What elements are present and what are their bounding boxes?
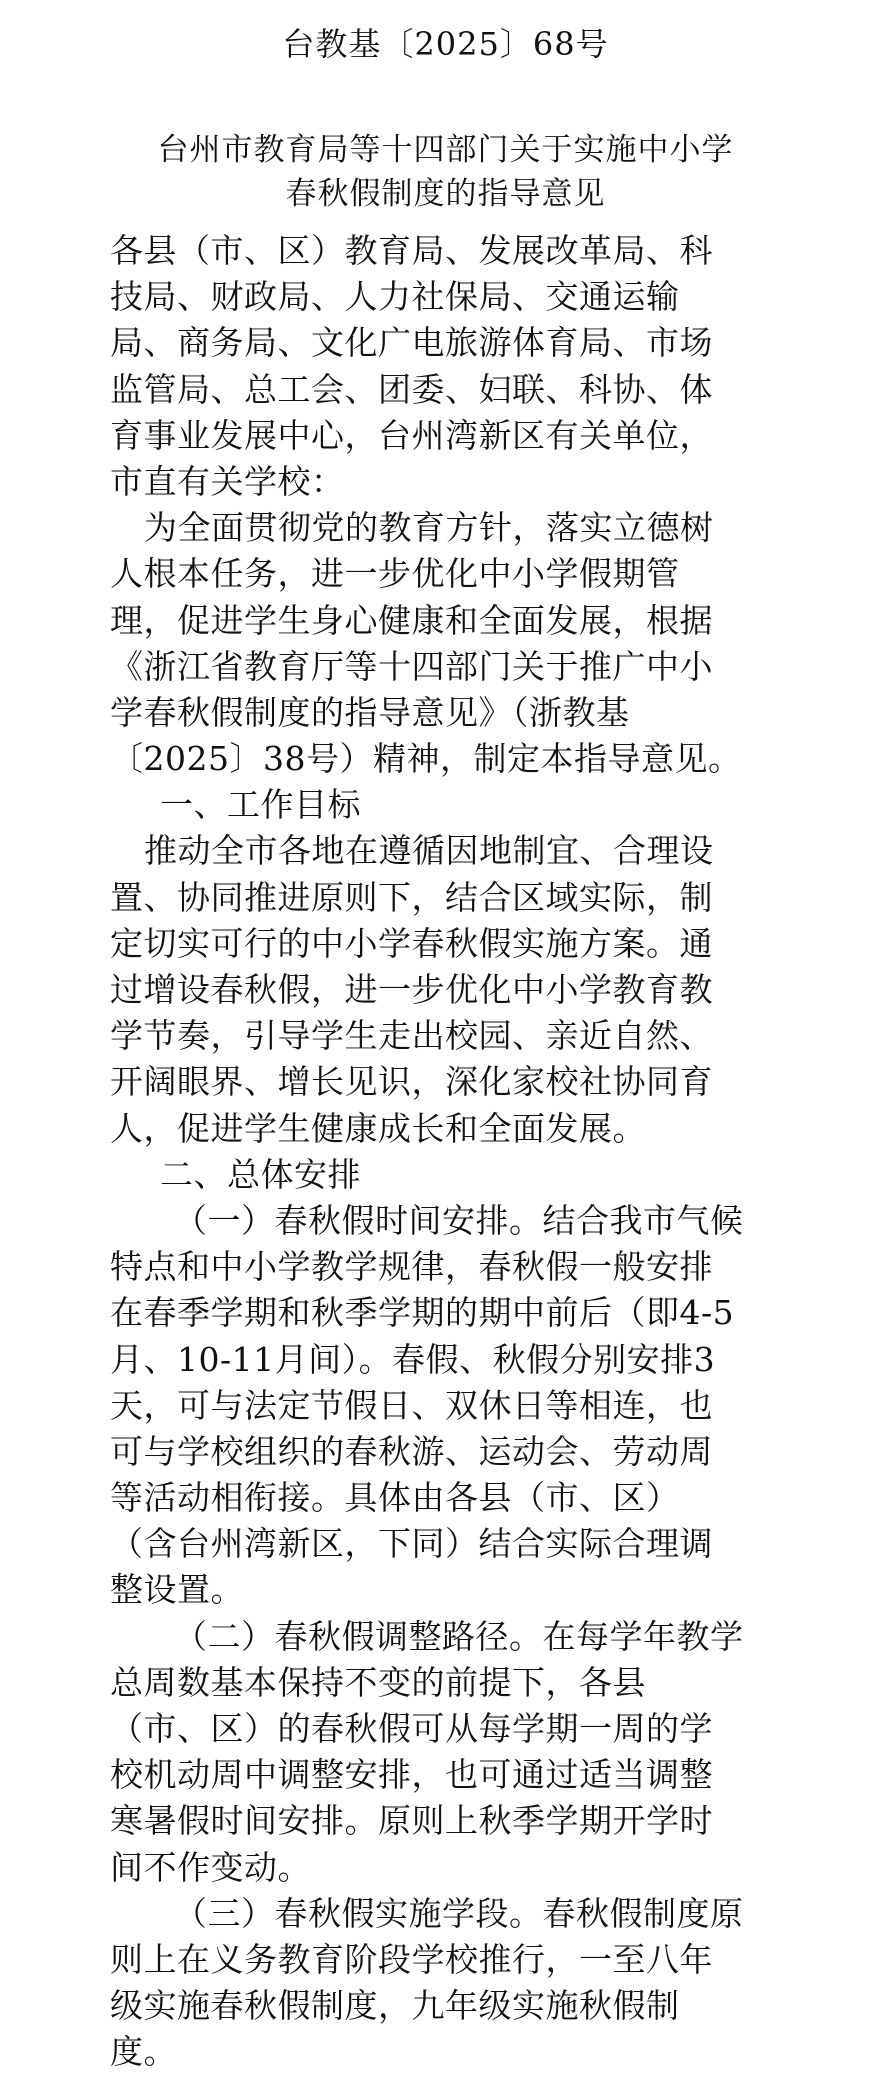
body-line: 总周数基本保持不变的前提下，各县 — [110, 1662, 646, 1702]
body-line: 学节奏，引导学生走出校园、亲近自然、 — [110, 1016, 713, 1056]
body-line: 理，促进学生身心健康和全面发展，根据 — [110, 600, 713, 640]
title-line: 春秋假制度的指导意见 — [285, 176, 606, 212]
body-line: 定切实可行的中小学春秋假实施方案。通 — [110, 923, 713, 963]
body-line: （一）春秋假时间安排。结合我市气候 — [174, 1200, 744, 1240]
body-line: 特点和中小学教学规律，春秋假一般安排 — [110, 1247, 713, 1287]
document-body — [110, 228, 794, 2076]
body-line: 推动全市各地在遵循因地制宜、合理设 — [144, 831, 714, 871]
body-line: 度。 — [110, 2032, 177, 2072]
body-line: 育事业发展中心，台州湾新区有关单位， — [110, 415, 713, 455]
body-line: 监管局、总工会、团委、妇联、科协、体 — [110, 369, 713, 409]
body-line: 等活动相衔接。具体由各县（市、区） — [110, 1478, 680, 1518]
body-line: 在春季学期和秋季学期的期中前后（即4-5 — [110, 1293, 735, 1333]
body-line: 置、协同推进原则下，结合区域实际，制 — [110, 877, 713, 917]
body-line: 学春秋假制度的指导意见》（浙教基 — [110, 692, 630, 732]
body-line: 月、10-11月间）。春假、秋假分别安排3 — [110, 1339, 716, 1379]
body-line: 开阔眼界、增长见识，深化家校社协同育 — [110, 1062, 713, 1102]
body-line: 整设置。 — [110, 1570, 244, 1610]
body-line: 则上在义务教育阶段学校推行，一至八年 — [110, 1939, 713, 1979]
body-line: （三）春秋假实施学段。春秋假制度原 — [174, 1893, 744, 1933]
body-line: 天，可与法定节假日、双休日等相连，也 — [110, 1385, 713, 1425]
section-heading: 二、总体安排 — [160, 1154, 361, 1194]
document-title — [0, 128, 891, 216]
body-line: 人，促进学生健康成长和全面发展。 — [110, 1108, 646, 1148]
section-heading: 一、工作目标 — [160, 785, 361, 825]
body-line: 级实施春秋假制度，九年级实施秋假制 — [110, 1986, 680, 2026]
body-line: 局、商务局、文化广电旅游体育局、市场 — [110, 323, 713, 363]
body-line: 技局、财政局、人力社保局、交通运输 — [110, 277, 680, 317]
body-line: （市、区）的春秋假可从每学期一周的学 — [110, 1709, 713, 1748]
body-line: 〔2025〕38号）精神，制定本指导意见。 — [110, 739, 742, 779]
body-line: 过增设春秋假，进一步优化中小学教育教 — [110, 970, 713, 1009]
body-line: 校机动周中调整安排，也可通过适当调整 — [110, 1755, 713, 1795]
body-line: （二）春秋假调整路径。在每学年教学 — [174, 1616, 744, 1656]
body-line: 寒暑假时间安排。原则上秋季学期开学时 — [110, 1801, 713, 1841]
body-line: 各县（市、区）教育局、发展改革局、科 — [110, 231, 713, 270]
body-line: 可与学校组织的春秋游、运动会、劳动周 — [110, 1431, 713, 1471]
title-line: 台州市教育局等十四部门关于实施中小学 — [157, 132, 734, 168]
body-line: 市直有关学校： — [110, 461, 345, 501]
body-line: 人根本任务，进一步优化中小学假期管 — [110, 554, 680, 594]
body-line: （含台州湾新区，下同）结合实际合理调 — [110, 1524, 713, 1564]
body-line: 《浙江省教育厅等十四部门关于推广中小 — [110, 646, 713, 686]
body-line: 为全面贯彻党的教育方针，落实立德树 — [144, 508, 714, 548]
body-line: 间不作变动。 — [110, 1847, 311, 1887]
document-number: 台教基〔2025〕68号 — [282, 25, 609, 63]
